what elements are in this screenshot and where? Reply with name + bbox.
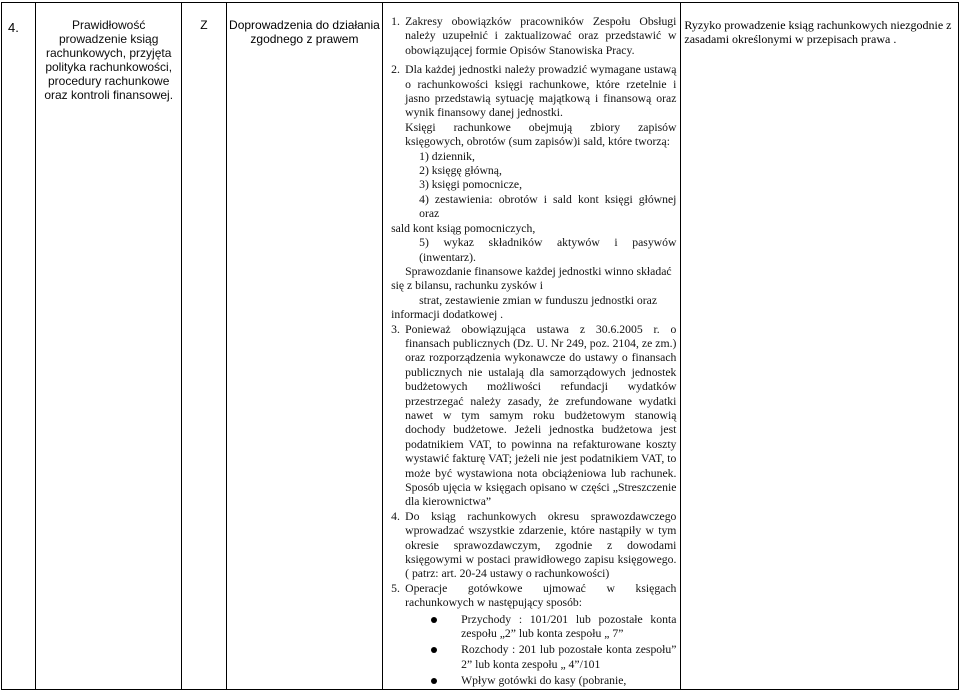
list-item bbox=[391, 323, 676, 510]
item-number: 1. bbox=[391, 15, 400, 28]
item-text: Ponieważ obowiązująca ustawa z 30.6.2005 r. o finansach publicznych (Dz. U. Nr 249, poz. 2104, ze zm.) oraz rozporządzenia wykonawcze do ustawy o finansach publicznych nie ustalają dla samorządowych jednostek budżetowych możliwości refundacji wydatków przestrzegać należy zasady, że zrefundowane wydatki nawet w tym samym roku budżetowym stanowią dochody budżetowe. Jeżeli jednostka budżetowa jest podatnikiem VAT, to powinna na refakturowane koszty wystawić fakturę VAT; jeżeli nie jest podatnikiem VAT, to może być wystawiona nota obciążeniowa lub rachunek. Sposób ujęcia w księgach opisano w części „Streszczenie dla kierownictwa” bbox=[405, 322, 677, 509]
recommendations bbox=[383, 3, 680, 689]
bullet-icon bbox=[431, 613, 461, 642]
code-cell bbox=[182, 3, 227, 690]
item-number: 2. bbox=[391, 63, 400, 77]
item-text: Dla każdej jednostki należy prowadzić wymagane ustawą o rachunkowości księgi rachunkowe, które rzetelnie i jasno przedstawią sytuację majątkową i finansową oraz wynik finansowy danej jednostki. bbox=[405, 63, 677, 120]
sublist-item: 4) zestawienia: obrotów i sald kont księgi głównej oraz bbox=[419, 192, 677, 221]
sublist-item: 5) wykaz składników aktywów i pasywów (inwentarz). bbox=[419, 236, 677, 264]
bullet-icon bbox=[431, 674, 461, 688]
item-number: 5. bbox=[391, 581, 400, 595]
bullet-item bbox=[391, 613, 676, 642]
row-number-cell bbox=[2, 3, 36, 690]
list-item bbox=[391, 15, 676, 58]
sublist-item: 1) dziennik, bbox=[419, 149, 475, 163]
paragraph-line: strat, zestawienie zmian w funduszu jednostki oraz bbox=[419, 293, 658, 307]
bullet-icon bbox=[431, 643, 461, 672]
sublist-item: 3) księgi pomocnicze, bbox=[419, 178, 523, 192]
item-text: Zakresy obowiązków pracowników Zespołu Obsługi należy uzupełnić i zaktualizować oraz przedstawić w obowiązującej formie Opisów Stanowiska Pracy. bbox=[405, 15, 677, 57]
risk-cell bbox=[681, 3, 959, 690]
documents-cell bbox=[226, 3, 382, 690]
list-item bbox=[391, 582, 676, 611]
assessment-code: Z bbox=[200, 18, 208, 32]
item-number: 4. bbox=[391, 509, 400, 523]
paragraph: Sprawozdanie finansowe każdej jednostki winno składać bbox=[405, 264, 672, 278]
item-text: Operacje gotówkowe ujmować w księgach rachunkowych w następujący sposób: bbox=[405, 581, 677, 610]
risk-text: Ryzyko prowadzenie ksiąg rachunkowych niezgodnie z zasadami określonymi w przepisach prawa . bbox=[684, 18, 952, 46]
bullet-text: Wpływ gotówki do kasy (pobranie, bbox=[461, 674, 627, 688]
paragraph: Księgi rachunkowe obejmują zbiory zapisów księgowych, obrotów (sum zapisów)i sald, które tworzą: bbox=[405, 120, 677, 149]
paragraph-line: się z bilansu, rachunku zysków i bbox=[391, 279, 544, 293]
bullet-text: Rozchody : 201 lub pozostałe konta zespołu” 2” lub konta zespołu „ 4”/101 bbox=[461, 643, 677, 671]
area-cell bbox=[36, 3, 182, 690]
sublist-item: 2) księgę główną, bbox=[419, 164, 502, 178]
item-text: Do ksiąg rachunkowych okresu sprawozdawczego wprowadzać wszystkie zdarzenie, które nastąpiły w tym okresie sprawozdawczym, zgodnie z dowodami księgowymi w postaci prawidłowego zapisu księgowego. ( patrz: art. 20-24 ustawy o rachunkowości) bbox=[405, 509, 677, 581]
list-item bbox=[391, 63, 676, 121]
control-table bbox=[1, 2, 959, 690]
bullet-item bbox=[391, 674, 676, 688]
list-item bbox=[391, 510, 676, 582]
bullet-text: Przychody : 101/201 lub pozostałe konta zespołu „2” lub konta zespołu „ 7” bbox=[461, 612, 677, 641]
documents-text: Doprowadzenia do działania zgodnego z prawem bbox=[229, 18, 380, 46]
bullet-item bbox=[391, 643, 676, 672]
sublist-item: sald kont ksiąg pomocniczych, bbox=[391, 221, 536, 235]
row-number: 4. bbox=[8, 20, 19, 35]
table-row bbox=[2, 3, 959, 690]
audit-area: Prawidłowość prowadzenie ksiąg rachunkowych, przyjęta polityka rachunkowości, procedury rachunkowe oraz kontroli finansowej. bbox=[44, 18, 174, 102]
paragraph-line: informacji dodatkowej . bbox=[391, 308, 504, 322]
item-number: 3. bbox=[391, 322, 400, 336]
recommendations-cell bbox=[383, 3, 681, 690]
